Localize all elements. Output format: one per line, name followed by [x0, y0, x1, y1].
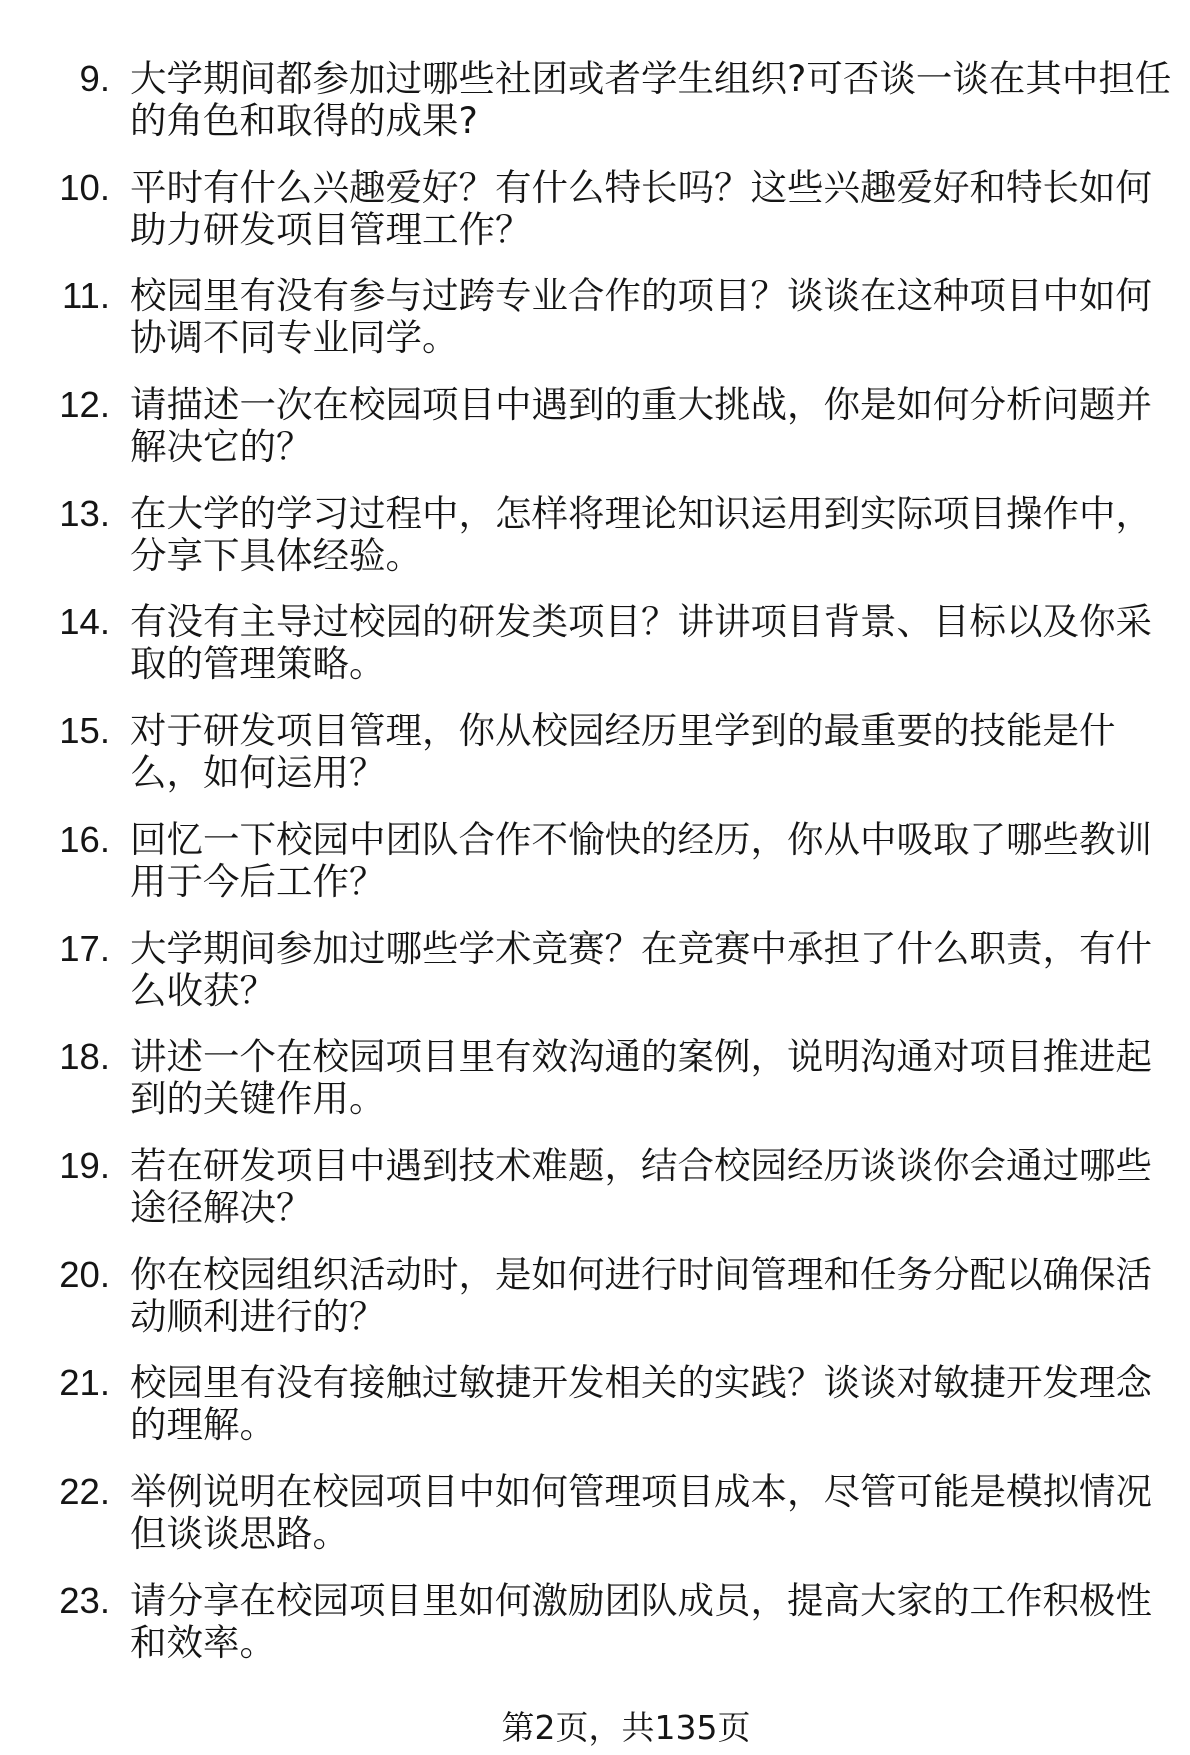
question-text-line: 在大学的学习过程中，怎样将理论知识运用到实际项目操作中， [130, 491, 1152, 535]
question-text-line: 但谈谈思路。 [130, 1511, 349, 1555]
question-number: 23. [59, 1579, 110, 1621]
question-text [130, 1036, 1152, 1120]
question-number: 16. [59, 818, 110, 860]
question-number: 11. [61, 275, 110, 317]
question-item [0, 1254, 1190, 1338]
question-item [0, 1362, 1190, 1446]
question-text [130, 928, 1152, 1012]
question-text-line: 的角色和取得的成果? [130, 99, 478, 142]
question-text-line: 若在研发项目中遇到技术难题，结合校园经历谈谈你会通过哪些 [130, 1143, 1152, 1187]
question-text-line: 用于今后工作？ [130, 859, 386, 903]
question-text-line: 请描述一次在校园项目中遇到的重大挑战，你是如何分析问题并 [130, 383, 1152, 427]
question-text-line: 讲述一个在校园项目里有效沟通的案例，说明沟通对项目推进起 [130, 1035, 1152, 1079]
question-text-line: 举例说明在校园项目中如何管理项目成本，尽管可能是模拟情况 [130, 1469, 1152, 1513]
question-item [0, 167, 1190, 251]
question-text-line: 取的管理策略。 [130, 642, 386, 686]
question-item [0, 275, 1190, 359]
question-list [0, 58, 1190, 1688]
question-item [0, 819, 1190, 903]
question-item [0, 928, 1190, 1012]
question-text-line: 回忆一下校园中团队合作不愉快的经历，你从中吸取了哪些教训 [130, 817, 1152, 861]
question-text-line: 请分享在校园项目里如何激励团队成员，提高大家的工作积极性 [130, 1578, 1152, 1622]
question-text-line: 动顺利进行的？ [130, 1294, 386, 1338]
question-text [130, 1580, 1152, 1664]
question-text-line: 大学期间都参加过哪些社团或者学生组织?可否谈一谈在其中担任 [130, 57, 1172, 100]
question-number: 13. [59, 492, 110, 534]
question-number: 18. [59, 1036, 110, 1078]
question-text [130, 1254, 1152, 1338]
question-text [130, 1145, 1152, 1229]
question-number: 22. [59, 1470, 110, 1512]
question-text-line: 途径解决？ [130, 1185, 313, 1229]
question-text-line: 么，如何运用？ [130, 751, 386, 795]
question-item [0, 710, 1190, 794]
question-item [0, 1145, 1190, 1229]
question-number: 9. [79, 58, 110, 99]
question-item [0, 58, 1190, 142]
question-number: 19. [59, 1144, 110, 1186]
question-number: 21. [59, 1362, 110, 1404]
question-text-line: 对于研发项目管理，你从校园经历里学到的最重要的技能是什 [130, 709, 1116, 753]
question-text-line: 校园里有没有参与过跨专业合作的项目？谈谈在这种项目中如何 [130, 274, 1152, 318]
question-text-line: 解决它的？ [130, 425, 313, 469]
question-number: 15. [59, 710, 110, 752]
question-text-line: 协调不同专业同学。 [130, 316, 459, 360]
question-text [130, 819, 1152, 903]
question-text-line: 到的关键作用。 [130, 1077, 386, 1121]
question-text [130, 1471, 1152, 1555]
question-text [130, 58, 1171, 142]
question-text [130, 275, 1152, 359]
question-text-line: 么收获？ [130, 968, 276, 1012]
question-text-line: 大学期间参加过哪些学术竞赛？在竞赛中承担了什么职责，有什 [130, 926, 1152, 970]
question-text [130, 384, 1152, 468]
question-text-line: 你在校园组织活动时，是如何进行时间管理和任务分配以确保活 [130, 1252, 1152, 1296]
question-text-line: 的理解。 [130, 1403, 276, 1447]
question-text-line: 平时有什么兴趣爱好？有什么特长吗？这些兴趣爱好和特长如何 [130, 165, 1152, 209]
question-text-line: 校园里有没有接触过敏捷开发相关的实践？谈谈对敏捷开发理念 [130, 1361, 1152, 1405]
page-footer: 第2页，共135页 [501, 1708, 751, 1747]
question-text-line: 分享下具体经验。 [130, 533, 422, 577]
question-text [130, 1362, 1152, 1446]
question-item [0, 493, 1190, 577]
question-number: 20. [59, 1253, 110, 1295]
question-text [130, 601, 1152, 685]
question-text-line: 和效率。 [130, 1620, 276, 1664]
question-item [0, 1036, 1190, 1120]
question-item [0, 384, 1190, 468]
question-number: 14. [59, 601, 110, 643]
question-number: 10. [59, 166, 110, 208]
question-text [130, 493, 1152, 577]
question-item [0, 601, 1190, 685]
question-item [0, 1471, 1190, 1555]
question-number: 17. [59, 927, 110, 969]
question-text [130, 167, 1152, 251]
question-text [130, 710, 1116, 794]
question-item [0, 1580, 1190, 1664]
question-text-line: 有没有主导过校园的研发类项目？讲讲项目背景、目标以及你采 [130, 600, 1152, 644]
question-text-line: 助力研发项目管理工作？ [130, 207, 532, 251]
question-number: 12. [59, 384, 110, 426]
